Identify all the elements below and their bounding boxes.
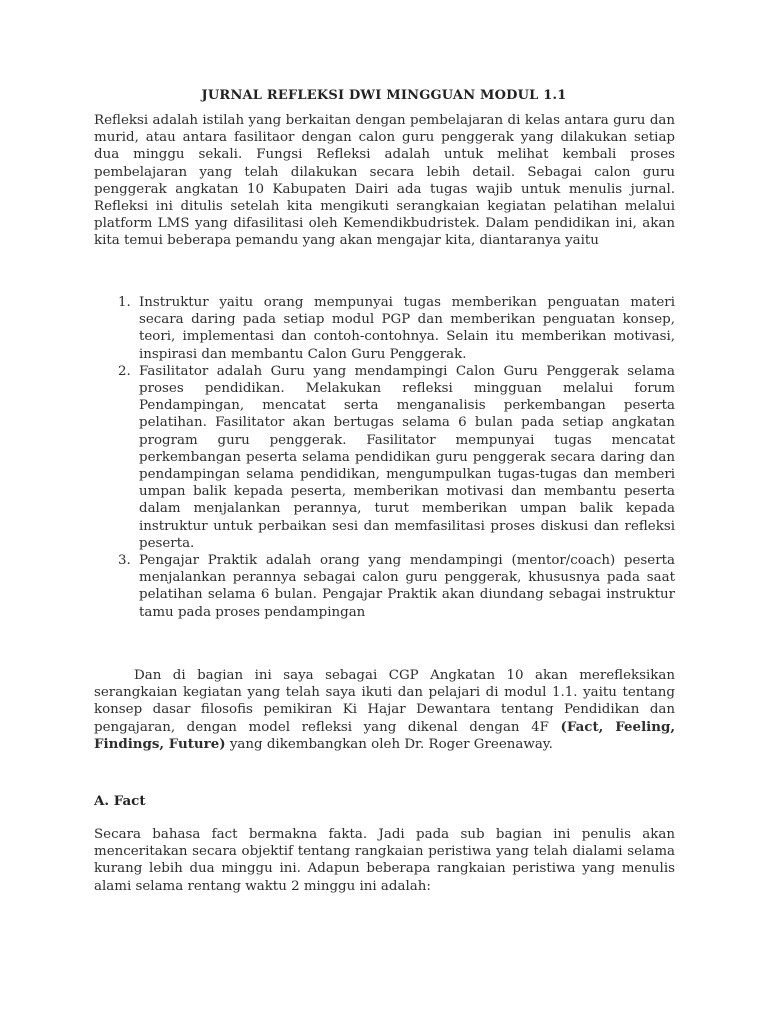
list-item-text: Instruktur yaitu orang mempunyai tugas memberikan penguatan materi secara daring pada setiap modul PGP dan memberikan penguatan konsep, teori, implementasi dan contoh-contohnya. Selain itu memberikan motivasi, inspirasi dan membantu Calon Guru Penggerak. — [139, 295, 675, 362]
list-item-instruktur — [94, 294, 675, 363]
list-number: 3. — [118, 553, 131, 569]
document-title: JURNAL REFLEKSI DWI MINGGUAN MODUL 1.1 — [201, 88, 567, 103]
list-number: 2. — [118, 363, 131, 379]
reflection-paragraph — [94, 667, 675, 753]
list-item-fasilitator — [94, 363, 675, 552]
reflection-text-end: yang dikembangkan oleh Dr. Roger Greenaway. — [225, 736, 553, 752]
guide-list — [94, 294, 675, 621]
list-item-pengajar-praktik — [94, 552, 675, 621]
list-item-text: Pengajar Praktik adalah orang yang mendampingi (mentor/coach) peserta menjalankan perannya sebagai calon guru penggerak, khususnya pada saat pelatihan selama 6 bulan. Pengajar Praktik akan diundang sebagai instruktur tamu pada proses pendampingan — [139, 553, 675, 620]
section-heading-fact: A. Fact — [94, 793, 146, 809]
intro-paragraph: Refleksi adalah istilah yang berkaitan dengan pembelajaran di kelas antara guru dan murid, atau antara fasilitaor dengan calon guru penggerak yang dilakukan setiap dua minggu sekali. Fungsi Refleksi adalah untuk melihat kembali proses pembelajaran yang telah dilakukan secara lebih detail. Sebagai calon guru penggerak angkatan 10 Kabupaten Dairi ada tugas wajib untuk menulis jurnal. Refleksi ini ditulis setelah kita mengikuti serangkaian kegiatan pelatihan melalui platform LMS yang difasilitasi oleh Kemendikbudristek. Dalam pendidikan ini, akan kita temui beberapa pemandu yang akan mengajar kita, diantaranya yaitu — [94, 113, 675, 249]
fact-paragraph: Secara bahasa fact bermakna fakta. Jadi pada sub bagian ini penulis akan menceritakan secara objektif tentang rangkaian peristiwa yang telah dialami selama kurang lebih dua minggu ini. Adapun beberapa rangkaian peristiwa yang menulis alami selama rentang waktu 2 minggu ini adalah: — [94, 827, 675, 894]
reflection-text-start: Dan di bagian ini saya sebagai CGP Angkatan 10 akan merefleksikan serangkaian kegiatan yang telah saya ikuti dan pelajari di modul 1.1. yaitu tentang konsep dasar filosofis pemikiran Ki Hajar Dewantara tentang Pendidikan dan pengajaran, dengan model refleksi yang dikenal dengan 4F — [94, 668, 675, 735]
list-number: 1. — [118, 295, 131, 310]
list-item-text: Fasilitator adalah Guru yang mendampingi Calon Guru Penggerak selama proses pendidikan. Melakukan refleksi mingguan melalui forum Pendampingan, mencatat serta menganalisis perkembangan peserta pelatihan. Fasilitator akan bertugas selama 6 bulan pada setiap angkatan program guru penggerak. Fasilitator mempunyai tugas mencatat perkembangan peserta selama pendidikan guru penggerak secara daring dan pendampingan selama pendidikan, mengumpulkan tugas-tugas dan memberi umpan balik kepada peserta, memberikan motivasi dan membantu peserta dalam menjalankan perannya, turut memberikan umpan balik kepada instruktur untuk perbaikan sesi dan memfasilitasi proses diskusi dan refleksi peserta. — [139, 363, 675, 551]
four-f-model: (Fact, Feeling, Findings, Future) — [94, 718, 675, 752]
